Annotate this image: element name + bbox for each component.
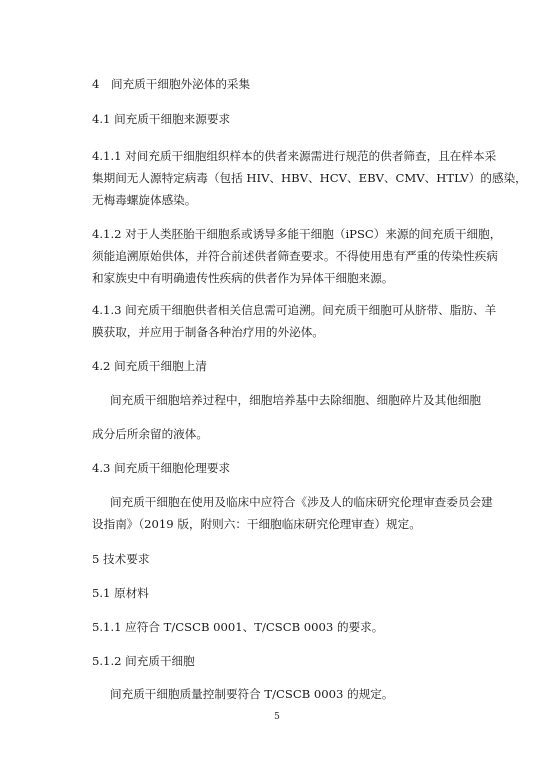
section-5-1-2-heading: 5.1.2 间充质干细胞 (92, 654, 195, 668)
paragraph-4-1-3-line-2: 膜获取，并应用于制备各种治疗用的外泌体。 (92, 325, 324, 339)
paragraph-4-1-2-line-1: 4.1.2 对于人类胚胎干细胞系或诱导多能干细胞（iPSC）来源的间充质干细胞， (92, 227, 502, 241)
paragraph-4-1-2-line-2: 须能追溯原始供体，并符合前述供者筛查要求。不得使用患有严重的传染性疾病 (92, 249, 498, 263)
paragraph-5-1-1: 5.1.1 应符合 T/CSCB 0001、T/CSCB 0003 的要求。 (92, 620, 384, 634)
paragraph-4-2-line-1: 间充质干细胞培养过程中，细胞培养基中去除细胞、细胞碎片及其他细胞 (110, 393, 482, 407)
paragraph-4-1-1-line-2: 集期间无人源特定病毒（包括 HIV、HBV、HCV、EBV、CMV、HTLV）的感染， (92, 171, 527, 185)
section-4-2-heading: 4.2 间充质干细胞上清 (92, 359, 207, 373)
paragraph-4-1-1-line-3: 无梅毒螺旋体感染。 (92, 193, 197, 207)
section-4-heading: 4 间充质干细胞外泌体的采集 (92, 77, 251, 91)
paragraph-4-3-line-2: 设指南》（2019 版，附则六：干细胞临床研究伦理审查）规定。 (92, 517, 421, 531)
paragraph-4-1-1-line-1: 4.1.1 对间充质干细胞组织样本的供者来源需进行规范的供者筛查，且在样本采 (92, 149, 497, 163)
paragraph-4-1-3-line-1: 4.1.3 间充质干细胞供者相关信息需可追溯。间充质干细胞可从脐带、脂肪、羊 (92, 303, 497, 317)
paragraph-5-1-2: 间充质干细胞质量控制要符合 T/CSCB 0003 的规定。 (110, 687, 394, 701)
section-4-1-heading: 4.1 间充质干细胞来源要求 (92, 112, 231, 126)
paragraph-4-3-line-1: 间充质干细胞在使用及临床中应符合《涉及人的临床研究伦理审查委员会建 (110, 495, 493, 509)
paragraph-4-1-2-line-3: 和家族史中有明确遗传性疾病的供者作为异体干细胞来源。 (92, 271, 394, 285)
paragraph-4-2-line-2: 成分后所余留的液体。 (92, 427, 208, 441)
section-5-1-heading: 5.1 原材料 (92, 586, 149, 600)
page-number: 5 (274, 712, 280, 722)
section-5-heading: 5 技术要求 (92, 552, 150, 566)
section-4-3-heading: 4.3 间充质干细胞伦理要求 (92, 461, 231, 475)
